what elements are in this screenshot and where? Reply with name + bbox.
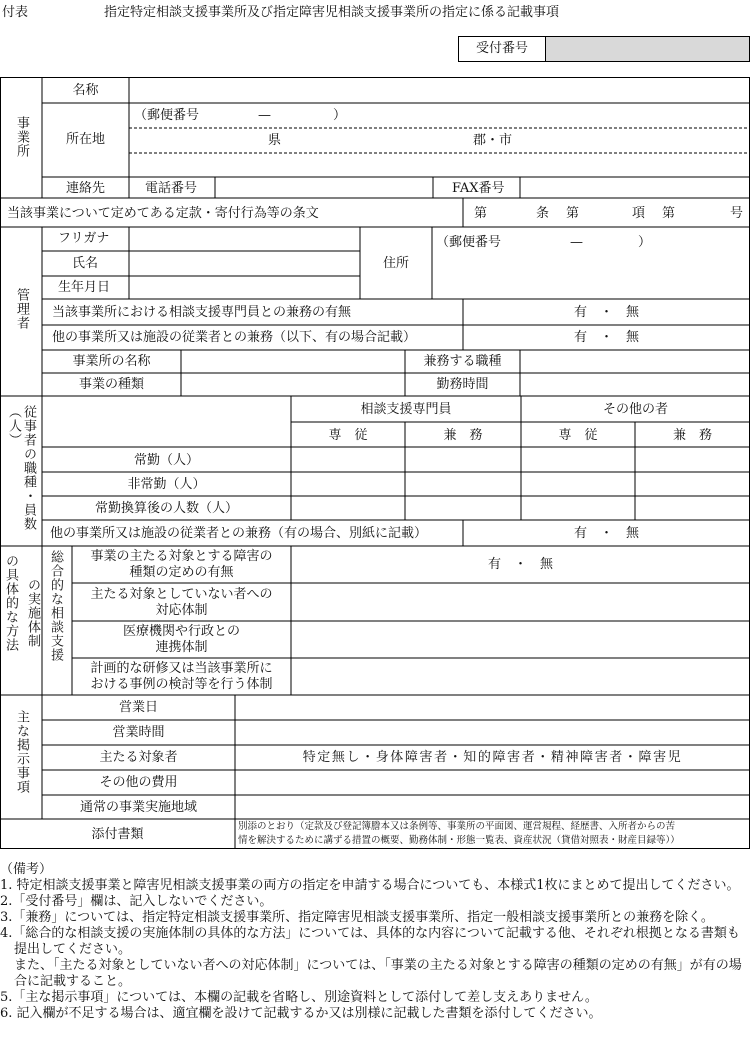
office-address-label: 所在地: [65, 132, 105, 147]
remark-4: 4.「総合的な相談支援の実施体制の具体的な方法」については、具体的な内容について記載する他、それぞれ根拠となる書類も提出してください。: [0, 926, 740, 957]
concurrent-specialist-label: 当該事業所における相談支援専門員との兼務の有無: [52, 305, 352, 320]
articles-dai-1: 第: [474, 206, 488, 221]
manager-address-label: 住所: [382, 256, 409, 271]
fax-label: FAX番号: [452, 181, 505, 196]
system-row-2-label-a: 主たる対象としていない者への: [90, 587, 273, 602]
articles-go: 号: [730, 206, 744, 221]
phone-label: 電話番号: [145, 181, 198, 196]
phone-field[interactable]: [220, 180, 428, 196]
manager-postal-label: （郵便番号: [436, 235, 502, 250]
facility-name-label: 事業所の名称: [72, 354, 151, 369]
concurrent-specialist-choice[interactable]: 有 ・ 無: [573, 305, 639, 320]
specialist-dedicated-header: 専 従: [328, 428, 368, 443]
work-hours-label: 勤務時間: [436, 377, 489, 392]
staff-row-fte: 常勤換算後の人数（人）: [94, 501, 238, 516]
system-row-1-choice[interactable]: 有 ・ 無: [487, 557, 553, 572]
remark-4-continued: また、「主たる対象としていない者への対応体制」については、「事業の主たる対象とする障害の種類の定めの有無」が有の場合に記載すること。: [14, 958, 742, 989]
staff-section-label: 従事者の職種・員数（人）: [6, 405, 36, 531]
manager-section-label: 管理者: [14, 288, 29, 330]
attachment-text-line1: 別添のとおり（定款及び登記簿謄本又は条例等、事業所の平面図、運営規程、経歴書、入所者からの苦: [238, 821, 676, 832]
notice-row-business-hours: 営業時間: [112, 725, 165, 740]
system-section-label-a: 総合的な相談支援: [48, 550, 63, 662]
articles-ko: 項: [632, 206, 646, 221]
system-row-4-label-a: 計画的な研修又は当該事業所に: [90, 661, 273, 676]
notice-row-service-area: 通常の事業実施地域: [79, 800, 197, 815]
attachment-label: 添付書類: [91, 827, 144, 842]
prefecture-label: 県: [268, 133, 282, 148]
staff-concurrent-other-label: 他の事業所又は施設の従業者との兼務（有の場合、別紙に記載）: [50, 526, 428, 541]
system-row-1-label-a: 事業の主たる対象とする障害の: [90, 549, 273, 564]
target-persons-choice[interactable]: 特定無し・身体障害者・知的障害者・精神障害者・障害児: [302, 750, 683, 765]
other-dedicated-header: 専 従: [558, 428, 598, 443]
remarks-heading: （備考）: [0, 862, 53, 877]
staff-row-parttime: 非常勤（人）: [127, 477, 206, 492]
office-postal-close: ）: [333, 108, 347, 123]
system-row-1-label-b: 種類の定めの有無: [129, 565, 234, 580]
furigana-label: フリガナ: [58, 231, 110, 246]
system-row-2-label-b: 対応体制: [155, 603, 208, 618]
office-section-label: 事業所: [14, 116, 29, 158]
notice-row-target: 主たる対象者: [99, 750, 178, 765]
form-header: [0, 0, 750, 20]
furigana-field[interactable]: [134, 230, 356, 247]
office-postal-dash: —: [258, 108, 271, 123]
receipt-number-box: [458, 36, 750, 62]
remark-3: 3.「兼務」については、指定特定相談支援事業所、指定障害児相談支援事業所、指定一般相談支援事業所との兼務を除く。: [0, 910, 714, 925]
birthdate-label: 生年月日: [58, 280, 111, 295]
notice-row-business-days: 営業日: [118, 700, 158, 715]
receipt-number-label: 受付番号: [459, 37, 546, 61]
page-title: 指定特定相談支援事業所及び指定障害児相談支援事業所の指定に係る記載事項: [104, 5, 560, 20]
other-concurrent-header: 兼 務: [672, 428, 712, 443]
specialist-concurrent-header: 兼 務: [443, 428, 483, 443]
birthdate-field[interactable]: [134, 279, 356, 296]
articles-dai-3: 第: [662, 206, 676, 221]
notice-section-label: 主な掲示事項: [14, 710, 29, 794]
manager-name-field[interactable]: [134, 255, 356, 272]
manager-postal-close: ）: [638, 235, 652, 250]
system-section-label-b: の実施体制: [25, 578, 40, 648]
office-name-field[interactable]: [135, 82, 745, 100]
contact-label: 連絡先: [65, 181, 105, 196]
remark-5: 5.「主な掲示事項」については、本欄の記載を省略し、別途資料として添付して差し支えありません。: [0, 990, 598, 1005]
application-form-table: [0, 77, 750, 849]
fax-field[interactable]: [525, 180, 745, 196]
county-city-label: 郡・市: [473, 133, 513, 148]
staff-row-fulltime: 常勤（人）: [133, 453, 199, 468]
system-row-3-label-a: 医療機関や行政との: [122, 624, 240, 639]
remark-2: 2.「受付番号」欄は、記入しないでください。: [0, 894, 273, 909]
articles-label: 当該事業について定めてある定款・寄付行為等の条文: [7, 206, 319, 221]
concurrent-other-choice[interactable]: 有 ・ 無: [573, 330, 639, 345]
office-name-label: 名称: [72, 83, 99, 98]
remark-1: 1. 特定相談支援事業と障害児相談支援事業の両方の指定を申請する場合についても、本様式1枚にまとめて提出してください。: [0, 878, 740, 893]
remarks-block: [0, 862, 750, 1022]
concurrent-job-label: 兼務する職種: [423, 354, 502, 369]
manager-name-label: 氏名: [72, 256, 99, 271]
concurrent-other-label: 他の事業所又は施設の従業者との兼務（以下、有の場合記載）: [52, 330, 417, 345]
appendix-tag: 付表: [2, 5, 29, 20]
business-type-label: 事業の種類: [78, 377, 144, 392]
attachment-text-line2: 情を解決するために講ずる措置の概要、勤務体制・形態一覧表、資産状況（貸借対照表・財産目録等））: [238, 835, 680, 846]
specialist-header: 相談支援専門員: [360, 402, 452, 417]
staff-concurrent-other-choice[interactable]: 有 ・ 無: [573, 526, 639, 541]
articles-dai-2: 第: [566, 206, 580, 221]
remark-6: 6. 記入欄が不足する場合は、適宜欄を設けて記載するか又は別様に記載した書類を添付してください。: [0, 1006, 602, 1021]
notice-row-other-costs: その他の費用: [99, 775, 178, 790]
other-staff-header: その他の者: [602, 402, 668, 417]
system-row-3-label-b: 連携体制: [155, 640, 208, 655]
system-row-4-label-b: おける事例の検討等を行う体制: [90, 677, 273, 692]
manager-postal-dash: —: [570, 235, 583, 250]
articles-jo: 条: [536, 206, 550, 221]
system-section-label-c: の具体的な方法: [3, 554, 18, 652]
receipt-number-field[interactable]: [546, 37, 749, 61]
office-postal-label: （郵便番号: [134, 108, 200, 123]
